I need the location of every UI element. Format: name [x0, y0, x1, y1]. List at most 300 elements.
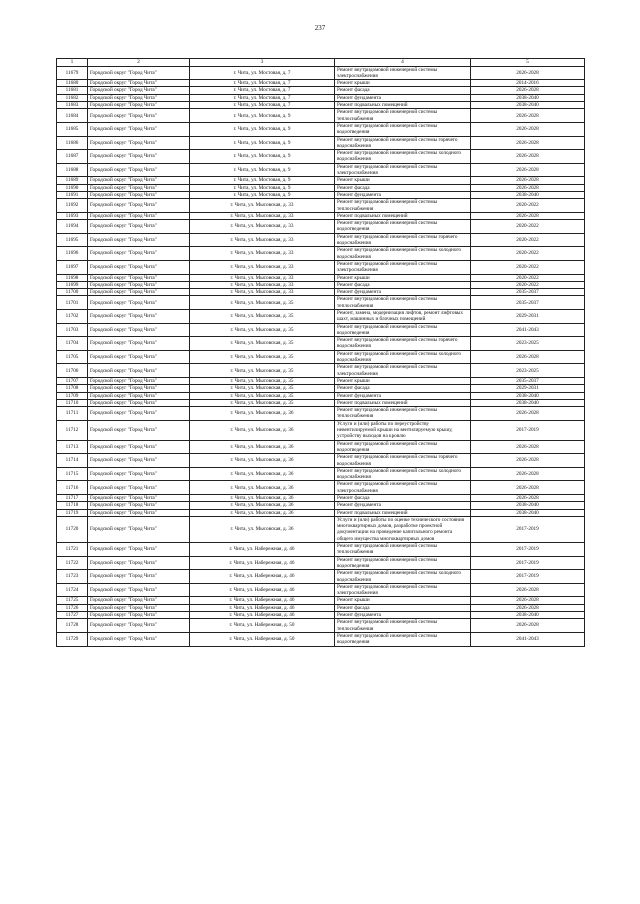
table-row — [57, 509, 585, 516]
table-row — [57, 612, 585, 619]
table-row — [57, 556, 585, 570]
table-row — [57, 212, 585, 219]
table-row — [57, 495, 585, 502]
municipality-cell: Городской округ "Город Чита" — [88, 191, 190, 198]
address-cell: г. Чита, ул. Мостовая, д. 9 — [190, 109, 335, 123]
row-number-cell: 11684 — [57, 109, 88, 123]
row-number-cell: 11698 — [57, 274, 88, 281]
table-row — [57, 109, 585, 123]
work-type-cell: Ремонт фундамента — [335, 289, 471, 296]
period-cell: 2026-2028 — [471, 407, 585, 421]
row-number-cell: 11704 — [57, 337, 88, 351]
period-cell: 2026-2028 — [471, 136, 585, 150]
row-number-cell: 11723 — [57, 570, 88, 584]
work-type-cell: Ремонт внутридомовой инженерной системы водоотведения — [335, 556, 471, 570]
period-cell: 2038-2040 — [471, 502, 585, 509]
municipality-cell: Городской округ "Город Чита" — [88, 66, 190, 80]
table-row — [57, 191, 585, 198]
period-cell: 2038-2040 — [471, 94, 585, 101]
table-row — [57, 619, 585, 633]
row-number-cell: 11715 — [57, 467, 88, 481]
municipality-cell: Городской округ "Город Чита" — [88, 102, 190, 109]
row-number-cell: 11727 — [57, 612, 88, 619]
address-cell: г. Чита, ул. Мысовская, д. 35 — [190, 385, 335, 392]
municipality-cell: Городской округ "Город Чита" — [88, 94, 190, 101]
address-cell: г. Чита, ул. Мысовская, д. 33 — [190, 260, 335, 274]
work-type-cell: Ремонт внутридомовой инженерной системы холодного водоснабжения — [335, 247, 471, 261]
period-cell: 2020-2022 — [471, 274, 585, 281]
header-cell: 1 — [57, 59, 88, 67]
table-row — [57, 440, 585, 454]
row-number-cell: 11702 — [57, 309, 88, 323]
address-cell: г. Чита, ул. Набережная, д. 46 — [190, 543, 335, 557]
municipality-cell: Городской округ "Город Чита" — [88, 323, 190, 337]
table-row — [57, 281, 585, 288]
municipality-cell: Городской округ "Город Чита" — [88, 184, 190, 191]
period-cell: 2020-2022 — [471, 260, 585, 274]
work-type-cell: Ремонт фасада — [335, 385, 471, 392]
row-number-cell: 11695 — [57, 233, 88, 247]
period-cell: 2020-2022 — [471, 220, 585, 234]
row-number-cell: 11689 — [57, 177, 88, 184]
table-row — [57, 407, 585, 421]
address-cell: г. Чита, ул. Мысовская, д. 36 — [190, 516, 335, 542]
address-cell: г. Чита, ул. Мысовская, д. 35 — [190, 350, 335, 364]
table-row — [57, 364, 585, 378]
municipality-cell: Городской округ "Город Чита" — [88, 454, 190, 468]
municipality-cell: Городской округ "Город Чита" — [88, 385, 190, 392]
table-row — [57, 604, 585, 611]
work-type-cell: Ремонт внутридомовой инженерной системы горячего водоснабжения — [335, 337, 471, 351]
period-cell: 2020-2022 — [471, 233, 585, 247]
municipality-cell: Городской округ "Город Чита" — [88, 233, 190, 247]
row-number-cell: 11713 — [57, 440, 88, 454]
period-cell: 2038-2040 — [471, 102, 585, 109]
page-number: 237 — [314, 24, 326, 32]
municipality-cell: Городской округ "Город Чита" — [88, 296, 190, 310]
period-cell: 2017-2019 — [471, 516, 585, 542]
address-cell: г. Чита, ул. Мысовская, д. 33 — [190, 289, 335, 296]
table-row — [57, 247, 585, 261]
table-row — [57, 583, 585, 597]
address-cell: г. Чита, ул. Мостовая, д. 9 — [190, 136, 335, 150]
row-number-cell: 11700 — [57, 289, 88, 296]
address-cell: г. Чита, ул. Мысовская, д. 35 — [190, 364, 335, 378]
period-cell: 2029-2031 — [471, 309, 585, 323]
municipality-cell: Городской округ "Город Чита" — [88, 420, 190, 440]
municipality-cell: Городской округ "Город Чита" — [88, 212, 190, 219]
row-number-cell: 11720 — [57, 516, 88, 542]
municipality-cell: Городской округ "Город Чита" — [88, 177, 190, 184]
table-row — [57, 260, 585, 274]
work-type-cell: Ремонт крыши — [335, 377, 471, 384]
table-row — [57, 150, 585, 164]
address-cell: г. Чита, ул. Мысовская, д. 36 — [190, 467, 335, 481]
municipality-cell: Городской округ "Город Чита" — [88, 260, 190, 274]
address-cell: г. Чита, ул. Мостовая, д. 9 — [190, 150, 335, 164]
period-cell: 2038-2040 — [471, 191, 585, 198]
row-number-cell: 11729 — [57, 632, 88, 646]
work-type-cell: Ремонт фундамента — [335, 502, 471, 509]
row-number-cell: 11718 — [57, 502, 88, 509]
municipality-cell: Городской округ "Город Чита" — [88, 274, 190, 281]
period-cell: 2026-2028 — [471, 440, 585, 454]
municipality-cell: Городской округ "Город Чита" — [88, 556, 190, 570]
period-cell: 2017-2019 — [471, 556, 585, 570]
address-cell: г. Чита, ул. Набережная, д. 46 — [190, 604, 335, 611]
municipality-cell: Городской округ "Город Чита" — [88, 440, 190, 454]
address-cell: г. Чита, ул. Мостовая, д. 7 — [190, 66, 335, 80]
work-type-cell: Ремонт внутридомовой инженерной системы горячего водоснабжения — [335, 233, 471, 247]
table-row — [57, 66, 585, 80]
work-type-cell: Ремонт внутридомовой инженерной системы холодного водоснабжения — [335, 570, 471, 584]
period-cell: 2017-2019 — [471, 543, 585, 557]
address-cell: г. Чита, ул. Мостовая, д. 9 — [190, 163, 335, 177]
row-number-cell: 11691 — [57, 191, 88, 198]
address-cell: г. Чита, ул. Мостовая, д. 9 — [190, 177, 335, 184]
header-cell: 4 — [335, 59, 471, 67]
row-number-cell: 11685 — [57, 122, 88, 136]
municipality-cell: Городской округ "Город Чита" — [88, 467, 190, 481]
header-cell: 2 — [88, 59, 190, 67]
row-number-cell: 11717 — [57, 495, 88, 502]
work-type-cell: Ремонт внутридомовой инженерной системы теплоснабжения — [335, 407, 471, 421]
work-type-cell: Ремонт фундамента — [335, 392, 471, 399]
work-type-cell: Ремонт внутридомовой инженерной системы водоотведения — [335, 220, 471, 234]
table-row — [57, 80, 585, 87]
work-type-cell: Ремонт фасада — [335, 184, 471, 191]
row-number-cell: 11709 — [57, 392, 88, 399]
period-cell: 2023-2025 — [471, 364, 585, 378]
header-cell: 5 — [471, 59, 585, 67]
municipality-cell: Городской округ "Город Чита" — [88, 516, 190, 542]
row-number-cell: 11711 — [57, 407, 88, 421]
municipality-cell: Городской округ "Город Чита" — [88, 495, 190, 502]
table-row — [57, 309, 585, 323]
work-type-cell: Ремонт фундамента — [335, 612, 471, 619]
address-cell: г. Чита, ул. Мысовская, д. 36 — [190, 502, 335, 509]
period-cell: 2026-2028 — [471, 184, 585, 191]
address-cell: г. Чита, ул. Мысовская, д. 36 — [190, 495, 335, 502]
period-cell: 2026-2028 — [471, 495, 585, 502]
row-number-cell: 11703 — [57, 323, 88, 337]
row-number-cell: 11710 — [57, 399, 88, 406]
work-type-cell: Ремонт подвальных помещений — [335, 399, 471, 406]
row-number-cell: 11686 — [57, 136, 88, 150]
work-type-cell: Ремонт крыши — [335, 274, 471, 281]
address-cell: г. Чита, ул. Мысовская, д. 33 — [190, 233, 335, 247]
municipality-cell: Городской округ "Город Чита" — [88, 80, 190, 87]
table-row — [57, 392, 585, 399]
address-cell: г. Чита, ул. Набережная, д. 46 — [190, 612, 335, 619]
work-type-cell: Ремонт подвальных помещений — [335, 212, 471, 219]
table-row — [57, 177, 585, 184]
municipality-cell: Городской округ "Город Чита" — [88, 399, 190, 406]
table-row — [57, 502, 585, 509]
municipality-cell: Городской округ "Город Чита" — [88, 377, 190, 384]
municipality-cell: Городской округ "Город Чита" — [88, 612, 190, 619]
row-number-cell: 11693 — [57, 212, 88, 219]
municipality-cell: Городской округ "Город Чита" — [88, 289, 190, 296]
period-cell: 2026-2028 — [471, 163, 585, 177]
table-row — [57, 122, 585, 136]
period-cell: 2026-2028 — [471, 350, 585, 364]
work-type-cell: Ремонт внутридомовой инженерной системы электроснабжения — [335, 481, 471, 495]
row-number-cell: 11706 — [57, 364, 88, 378]
work-type-cell: Ремонт внутридомовой инженерной системы теплоснабжения — [335, 619, 471, 633]
period-cell: 2038-2040 — [471, 399, 585, 406]
address-cell: г. Чита, ул. Мысовская, д. 33 — [190, 212, 335, 219]
table-row — [57, 274, 585, 281]
work-type-cell: Ремонт фундамента — [335, 191, 471, 198]
row-number-cell: 11697 — [57, 260, 88, 274]
period-cell: 2026-2028 — [471, 481, 585, 495]
table-row — [57, 543, 585, 557]
table-row — [57, 570, 585, 584]
municipality-cell: Городской округ "Город Чита" — [88, 199, 190, 213]
row-number-cell: 11679 — [57, 66, 88, 80]
period-cell: 2041-2043 — [471, 632, 585, 646]
address-cell: г. Чита, ул. Мысовская, д. 33 — [190, 220, 335, 234]
period-cell: 2035-2037 — [471, 296, 585, 310]
table-row — [57, 454, 585, 468]
address-cell: г. Чита, ул. Мысовская, д. 36 — [190, 440, 335, 454]
address-cell: г. Чита, ул. Мостовая, д. 7 — [190, 87, 335, 94]
work-type-cell: Ремонт подвальных помещений — [335, 509, 471, 516]
address-cell: г. Чита, ул. Мысовская, д. 35 — [190, 377, 335, 384]
municipality-cell: Городской округ "Город Чита" — [88, 570, 190, 584]
table-row — [57, 184, 585, 191]
municipality-cell: Городской округ "Город Чита" — [88, 583, 190, 597]
row-number-cell: 11724 — [57, 583, 88, 597]
row-number-cell: 11688 — [57, 163, 88, 177]
row-number-cell: 11712 — [57, 420, 88, 440]
table-row — [57, 481, 585, 495]
work-type-cell: Ремонт внутридомовой инженерной системы горячего водоснабжения — [335, 136, 471, 150]
period-cell: 2014-2016 — [471, 80, 585, 87]
work-type-cell: Ремонт внутридомовой инженерной системы водоотведения — [335, 122, 471, 136]
row-number-cell: 11726 — [57, 604, 88, 611]
period-cell: 2038-2040 — [471, 612, 585, 619]
address-cell: г. Чита, ул. Мысовская, д. 35 — [190, 323, 335, 337]
work-type-cell: Ремонт крыши — [335, 597, 471, 604]
work-type-cell: Ремонт внутридомовой инженерной системы горячего водоснабжения — [335, 454, 471, 468]
address-cell: г. Чита, ул. Мысовская, д. 33 — [190, 247, 335, 261]
work-type-cell: Ремонт внутридомовой инженерной системы электроснабжения — [335, 364, 471, 378]
municipality-cell: Городской округ "Город Чита" — [88, 350, 190, 364]
work-type-cell: Ремонт внутридомовой инженерной системы холодного водоснабжения — [335, 350, 471, 364]
address-cell: г. Чита, ул. Мысовская, д. 36 — [190, 509, 335, 516]
row-number-cell: 11690 — [57, 184, 88, 191]
address-cell: г. Чита, ул. Набережная, д. 46 — [190, 597, 335, 604]
municipality-cell: Городской округ "Город Чита" — [88, 150, 190, 164]
municipality-cell: Городской округ "Город Чита" — [88, 220, 190, 234]
period-cell: 2026-2028 — [471, 66, 585, 80]
table-row — [57, 323, 585, 337]
table-row — [57, 220, 585, 234]
work-type-cell: Ремонт, замена, модернизация лифтов, ремонт лифтовых шахт, машинных и блочных помещений — [335, 309, 471, 323]
period-cell: 2035-2037 — [471, 377, 585, 384]
table-header-row — [57, 59, 585, 67]
period-cell: 2026-2028 — [471, 212, 585, 219]
table-row — [57, 136, 585, 150]
work-type-cell: Ремонт внутридомовой инженерной системы теплоснабжения — [335, 543, 471, 557]
address-cell: г. Чита, ул. Мысовская, д. 35 — [190, 309, 335, 323]
table-row — [57, 102, 585, 109]
address-cell: г. Чита, ул. Мысовская, д. 36 — [190, 481, 335, 495]
table-row — [57, 377, 585, 384]
work-type-cell: Ремонт внутридомовой инженерной системы холодного водоснабжения — [335, 467, 471, 481]
table-row — [57, 163, 585, 177]
period-cell: 2026-2028 — [471, 467, 585, 481]
municipality-cell: Городской округ "Город Чита" — [88, 502, 190, 509]
municipality-cell: Городской округ "Город Чита" — [88, 632, 190, 646]
row-number-cell: 11687 — [57, 150, 88, 164]
row-number-cell: 11692 — [57, 199, 88, 213]
work-type-cell: Ремонт фасада — [335, 604, 471, 611]
municipality-cell: Городской округ "Город Чита" — [88, 87, 190, 94]
row-number-cell: 11708 — [57, 385, 88, 392]
row-number-cell: 11728 — [57, 619, 88, 633]
table-row — [57, 597, 585, 604]
address-cell: г. Чита, ул. Набережная, д. 50 — [190, 632, 335, 646]
work-type-cell: Ремонт внутридомовой инженерной системы электроснабжения — [335, 260, 471, 274]
work-type-cell: Ремонт подвальных помещений — [335, 102, 471, 109]
table-row — [57, 94, 585, 101]
row-number-cell: 11696 — [57, 247, 88, 261]
municipality-cell: Городской округ "Город Чита" — [88, 337, 190, 351]
municipality-cell: Городской округ "Город Чита" — [88, 247, 190, 261]
table-row — [57, 87, 585, 94]
municipality-cell: Городской округ "Город Чита" — [88, 481, 190, 495]
municipality-cell: Городской округ "Город Чита" — [88, 597, 190, 604]
period-cell: 2026-2028 — [471, 619, 585, 633]
period-cell: 2026-2028 — [471, 583, 585, 597]
period-cell: 2029-2031 — [471, 385, 585, 392]
table-row — [57, 516, 585, 542]
work-type-cell: Ремонт фасада — [335, 87, 471, 94]
address-cell: г. Чита, ул. Набережная, д. 46 — [190, 570, 335, 584]
period-cell: 2026-2028 — [471, 122, 585, 136]
row-number-cell: 11725 — [57, 597, 88, 604]
address-cell: г. Чита, ул. Мысовская, д. 33 — [190, 281, 335, 288]
row-number-cell: 11683 — [57, 102, 88, 109]
work-type-cell: Ремонт внутридомовой инженерной системы теплоснабжения — [335, 109, 471, 123]
municipality-cell: Городской округ "Город Чита" — [88, 122, 190, 136]
period-cell: 2026-2028 — [471, 177, 585, 184]
row-number-cell: 11707 — [57, 377, 88, 384]
municipality-cell: Городской округ "Город Чита" — [88, 281, 190, 288]
address-cell: г. Чита, ул. Мостовая, д. 7 — [190, 102, 335, 109]
address-cell: г. Чита, ул. Мостовая, д. 9 — [190, 191, 335, 198]
period-cell: 2020-2022 — [471, 281, 585, 288]
address-cell: г. Чита, ул. Набережная, д. 46 — [190, 583, 335, 597]
municipality-cell: Городской округ "Город Чита" — [88, 392, 190, 399]
table-row — [57, 289, 585, 296]
period-cell: 2038-2040 — [471, 392, 585, 399]
row-number-cell: 11705 — [57, 350, 88, 364]
table-row — [57, 467, 585, 481]
period-cell: 2017-2019 — [471, 570, 585, 584]
work-type-cell: Ремонт внутридомовой инженерной системы холодного водоснабжения — [335, 150, 471, 164]
period-cell: 2026-2028 — [471, 109, 585, 123]
work-type-cell: Услуги и (или) работы по оценке технического состояния многоквартирных домов, разработке проектной документации на проведение капитального ремонта общего имущества многоквартирных домов — [335, 516, 471, 542]
address-cell: г. Чита, ул. Мысовская, д. 36 — [190, 420, 335, 440]
work-type-cell: Ремонт внутридомовой инженерной системы водоотведения — [335, 440, 471, 454]
work-type-cell: Ремонт внутридомовой инженерной системы электроснабжения — [335, 163, 471, 177]
work-type-cell: Ремонт внутридомовой инженерной системы электроснабжения — [335, 66, 471, 80]
address-cell: г. Чита, ул. Мостовая, д. 7 — [190, 94, 335, 101]
work-type-cell: Ремонт внутридомовой инженерной системы теплоснабжения — [335, 199, 471, 213]
row-number-cell: 11721 — [57, 543, 88, 557]
work-type-cell: Ремонт фундамента — [335, 94, 471, 101]
table-row — [57, 632, 585, 646]
row-number-cell: 11722 — [57, 556, 88, 570]
municipality-cell: Городской округ "Город Чита" — [88, 619, 190, 633]
period-cell: 2035-2037 — [471, 289, 585, 296]
period-cell: 2026-2028 — [471, 454, 585, 468]
table-row — [57, 385, 585, 392]
row-number-cell: 11701 — [57, 296, 88, 310]
row-number-cell: 11714 — [57, 454, 88, 468]
address-cell: г. Чита, ул. Набережная, д. 46 — [190, 556, 335, 570]
work-type-cell: Ремонт фасада — [335, 495, 471, 502]
address-cell: г. Чита, ул. Мостовая, д. 7 — [190, 80, 335, 87]
row-number-cell: 11694 — [57, 220, 88, 234]
repair-schedule-table — [56, 58, 585, 647]
work-type-cell: Ремонт внутридомовой инженерной системы теплоснабжения — [335, 296, 471, 310]
table-body — [57, 59, 585, 647]
work-type-cell: Ремонт крыши — [335, 80, 471, 87]
period-cell: 2038-2040 — [471, 509, 585, 516]
municipality-cell: Городской округ "Город Чита" — [88, 163, 190, 177]
table-row — [57, 199, 585, 213]
municipality-cell: Городской округ "Город Чита" — [88, 509, 190, 516]
period-cell: 2041-2043 — [471, 323, 585, 337]
period-cell: 2026-2028 — [471, 604, 585, 611]
row-number-cell: 11716 — [57, 481, 88, 495]
table-row — [57, 296, 585, 310]
period-cell: 2026-2028 — [471, 150, 585, 164]
address-cell: г. Чита, ул. Мысовская, д. 36 — [190, 454, 335, 468]
municipality-cell: Городской округ "Город Чита" — [88, 109, 190, 123]
work-type-cell: Услуги и (или) работы по переустройству невентилируемой крыши на вентилируемую крышу, устройству выходов на кровлю — [335, 420, 471, 440]
table-row — [57, 337, 585, 351]
table-row — [57, 233, 585, 247]
address-cell: г. Чита, ул. Мысовская, д. 35 — [190, 392, 335, 399]
municipality-cell: Городской округ "Город Чита" — [88, 364, 190, 378]
row-number-cell: 11682 — [57, 94, 88, 101]
period-cell: 2023-2025 — [471, 337, 585, 351]
municipality-cell: Городской округ "Город Чита" — [88, 309, 190, 323]
row-number-cell: 11680 — [57, 80, 88, 87]
work-type-cell: Ремонт внутридомовой инженерной системы водоотведения — [335, 632, 471, 646]
address-cell: г. Чита, ул. Мысовская, д. 33 — [190, 199, 335, 213]
address-cell: г. Чита, ул. Мысовская, д. 33 — [190, 274, 335, 281]
header-cell: 3 — [190, 59, 335, 67]
address-cell: г. Чита, ул. Мостовая, д. 9 — [190, 122, 335, 136]
row-number-cell: 11699 — [57, 281, 88, 288]
period-cell: 2017-2019 — [471, 420, 585, 440]
period-cell: 2026-2028 — [471, 597, 585, 604]
table-row — [57, 350, 585, 364]
address-cell: г. Чита, ул. Мысовская, д. 35 — [190, 296, 335, 310]
period-cell: 2020-2022 — [471, 199, 585, 213]
address-cell: г. Чита, ул. Набережная, д. 50 — [190, 619, 335, 633]
municipality-cell: Городской округ "Город Чита" — [88, 543, 190, 557]
period-cell: 2026-2028 — [471, 87, 585, 94]
municipality-cell: Городской округ "Город Чита" — [88, 407, 190, 421]
